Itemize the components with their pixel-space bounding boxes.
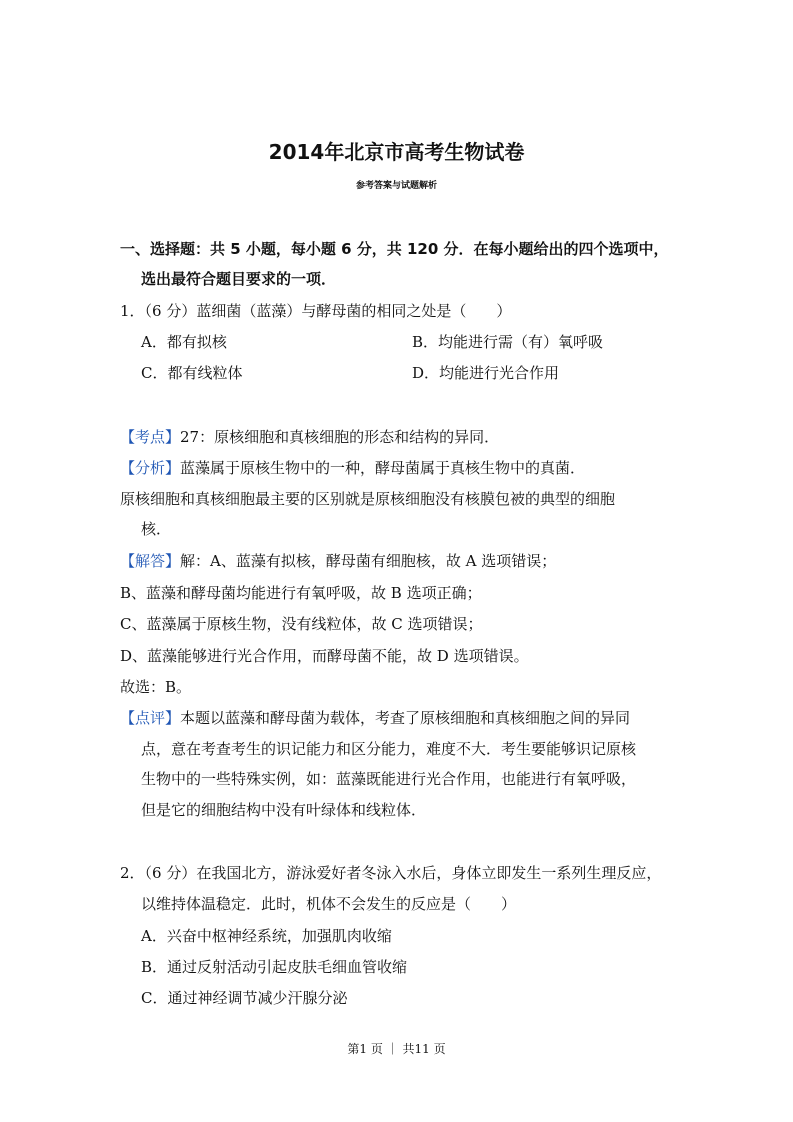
page-title: 2014年北京市高考生物试卷: [268, 140, 525, 164]
jieda-text: 解：A、蓝藻有拟核，酵母菌有细胞核，故 A 选项错误；: [180, 552, 557, 570]
fenxi-line-2: 原核细胞和真核细胞最主要的区别就是原核细胞没有核膜包被的典型的细胞: [120, 490, 616, 508]
kaodian-tag: 【考点】: [120, 428, 181, 446]
dianping-line: [120, 707, 630, 728]
dianping-line-4: 但是它的细胞结构中没有叶绿体和线粒体．: [141, 801, 427, 819]
section-heading: 一、选择题：共 5 小题，每小题 6 分，共 120 分．在每小题给出的四个选项中，: [120, 240, 669, 258]
question-2-option-c: C．通过神经调节减少汗腺分泌: [141, 989, 348, 1007]
fenxi-text: 蓝藻属于原核生物中的一种，酵母菌属于真核生物中的真菌．: [180, 459, 586, 477]
question-1-option-c: C．都有线粒体: [141, 364, 243, 382]
kaodian-text: 27：原核细胞和真核细胞的形态和结构的异同．: [180, 428, 500, 446]
dianping-line-2: 点，意在考查考生的识记能力和区分能力，难度不大．考生要能够识记原核: [141, 740, 637, 758]
question-2-stem-cont: 以维持体温稳定．此时，机体不会发生的反应是（ ）: [141, 895, 517, 913]
jieda-d: D、蓝藻能够进行光合作用，而酵母菌不能，故 D 选项错误。: [120, 647, 529, 665]
question-1-option-a: A．都有拟核: [141, 333, 227, 351]
kaodian-line: [120, 426, 499, 447]
question-1-stem: 1．（6 分）蓝细菌（蓝藻）与酵母菌的相同之处是（ ）: [120, 302, 512, 320]
jieda-b: B、蓝藻和酵母菌均能进行有氧呼吸，故 B 选项正确；: [120, 584, 482, 602]
question-2-option-a: A．兴奋中枢神经系统，加强肌肉收缩: [141, 927, 392, 945]
jieda-line: [120, 550, 556, 571]
question-2-stem: 2．（6 分）在我国北方，游泳爱好者冬泳入水后，身体立即发生一系列生理反应，: [120, 864, 662, 882]
dianping-text: 本题以蓝藻和酵母菌为载体，考查了原核细胞和真核细胞之间的异同: [180, 709, 631, 727]
jieda-tag: 【解答】: [120, 552, 181, 570]
fenxi-tag: 【分析】: [120, 459, 181, 477]
fenxi-line-3: 核．: [141, 520, 172, 538]
question-2-option-b: B．通过反射活动引起皮肤毛细血管收缩: [141, 958, 408, 976]
dianping-tag: 【点评】: [120, 709, 181, 727]
dianping-line-3: 生物中的一些特殊实例，如：蓝藻既能进行光合作用，也能进行有氧呼吸，: [141, 770, 637, 788]
answer-line: 故选：B。: [120, 678, 192, 696]
jieda-c: C、蓝藻属于原核生物，没有线粒体，故 C 选项错误；: [120, 615, 483, 633]
fenxi-line: [120, 457, 585, 478]
question-1-option-d: D．均能进行光合作用: [412, 364, 560, 382]
question-1-option-b: B．均能进行需（有）氧呼吸: [412, 333, 604, 351]
page-footer: 第1 页 ｜ 共11 页: [347, 1042, 446, 1056]
section-heading-cont: 选出最符合题目要求的一项．: [141, 270, 337, 288]
page-subtitle: 参考答案与试题解析: [355, 181, 437, 191]
